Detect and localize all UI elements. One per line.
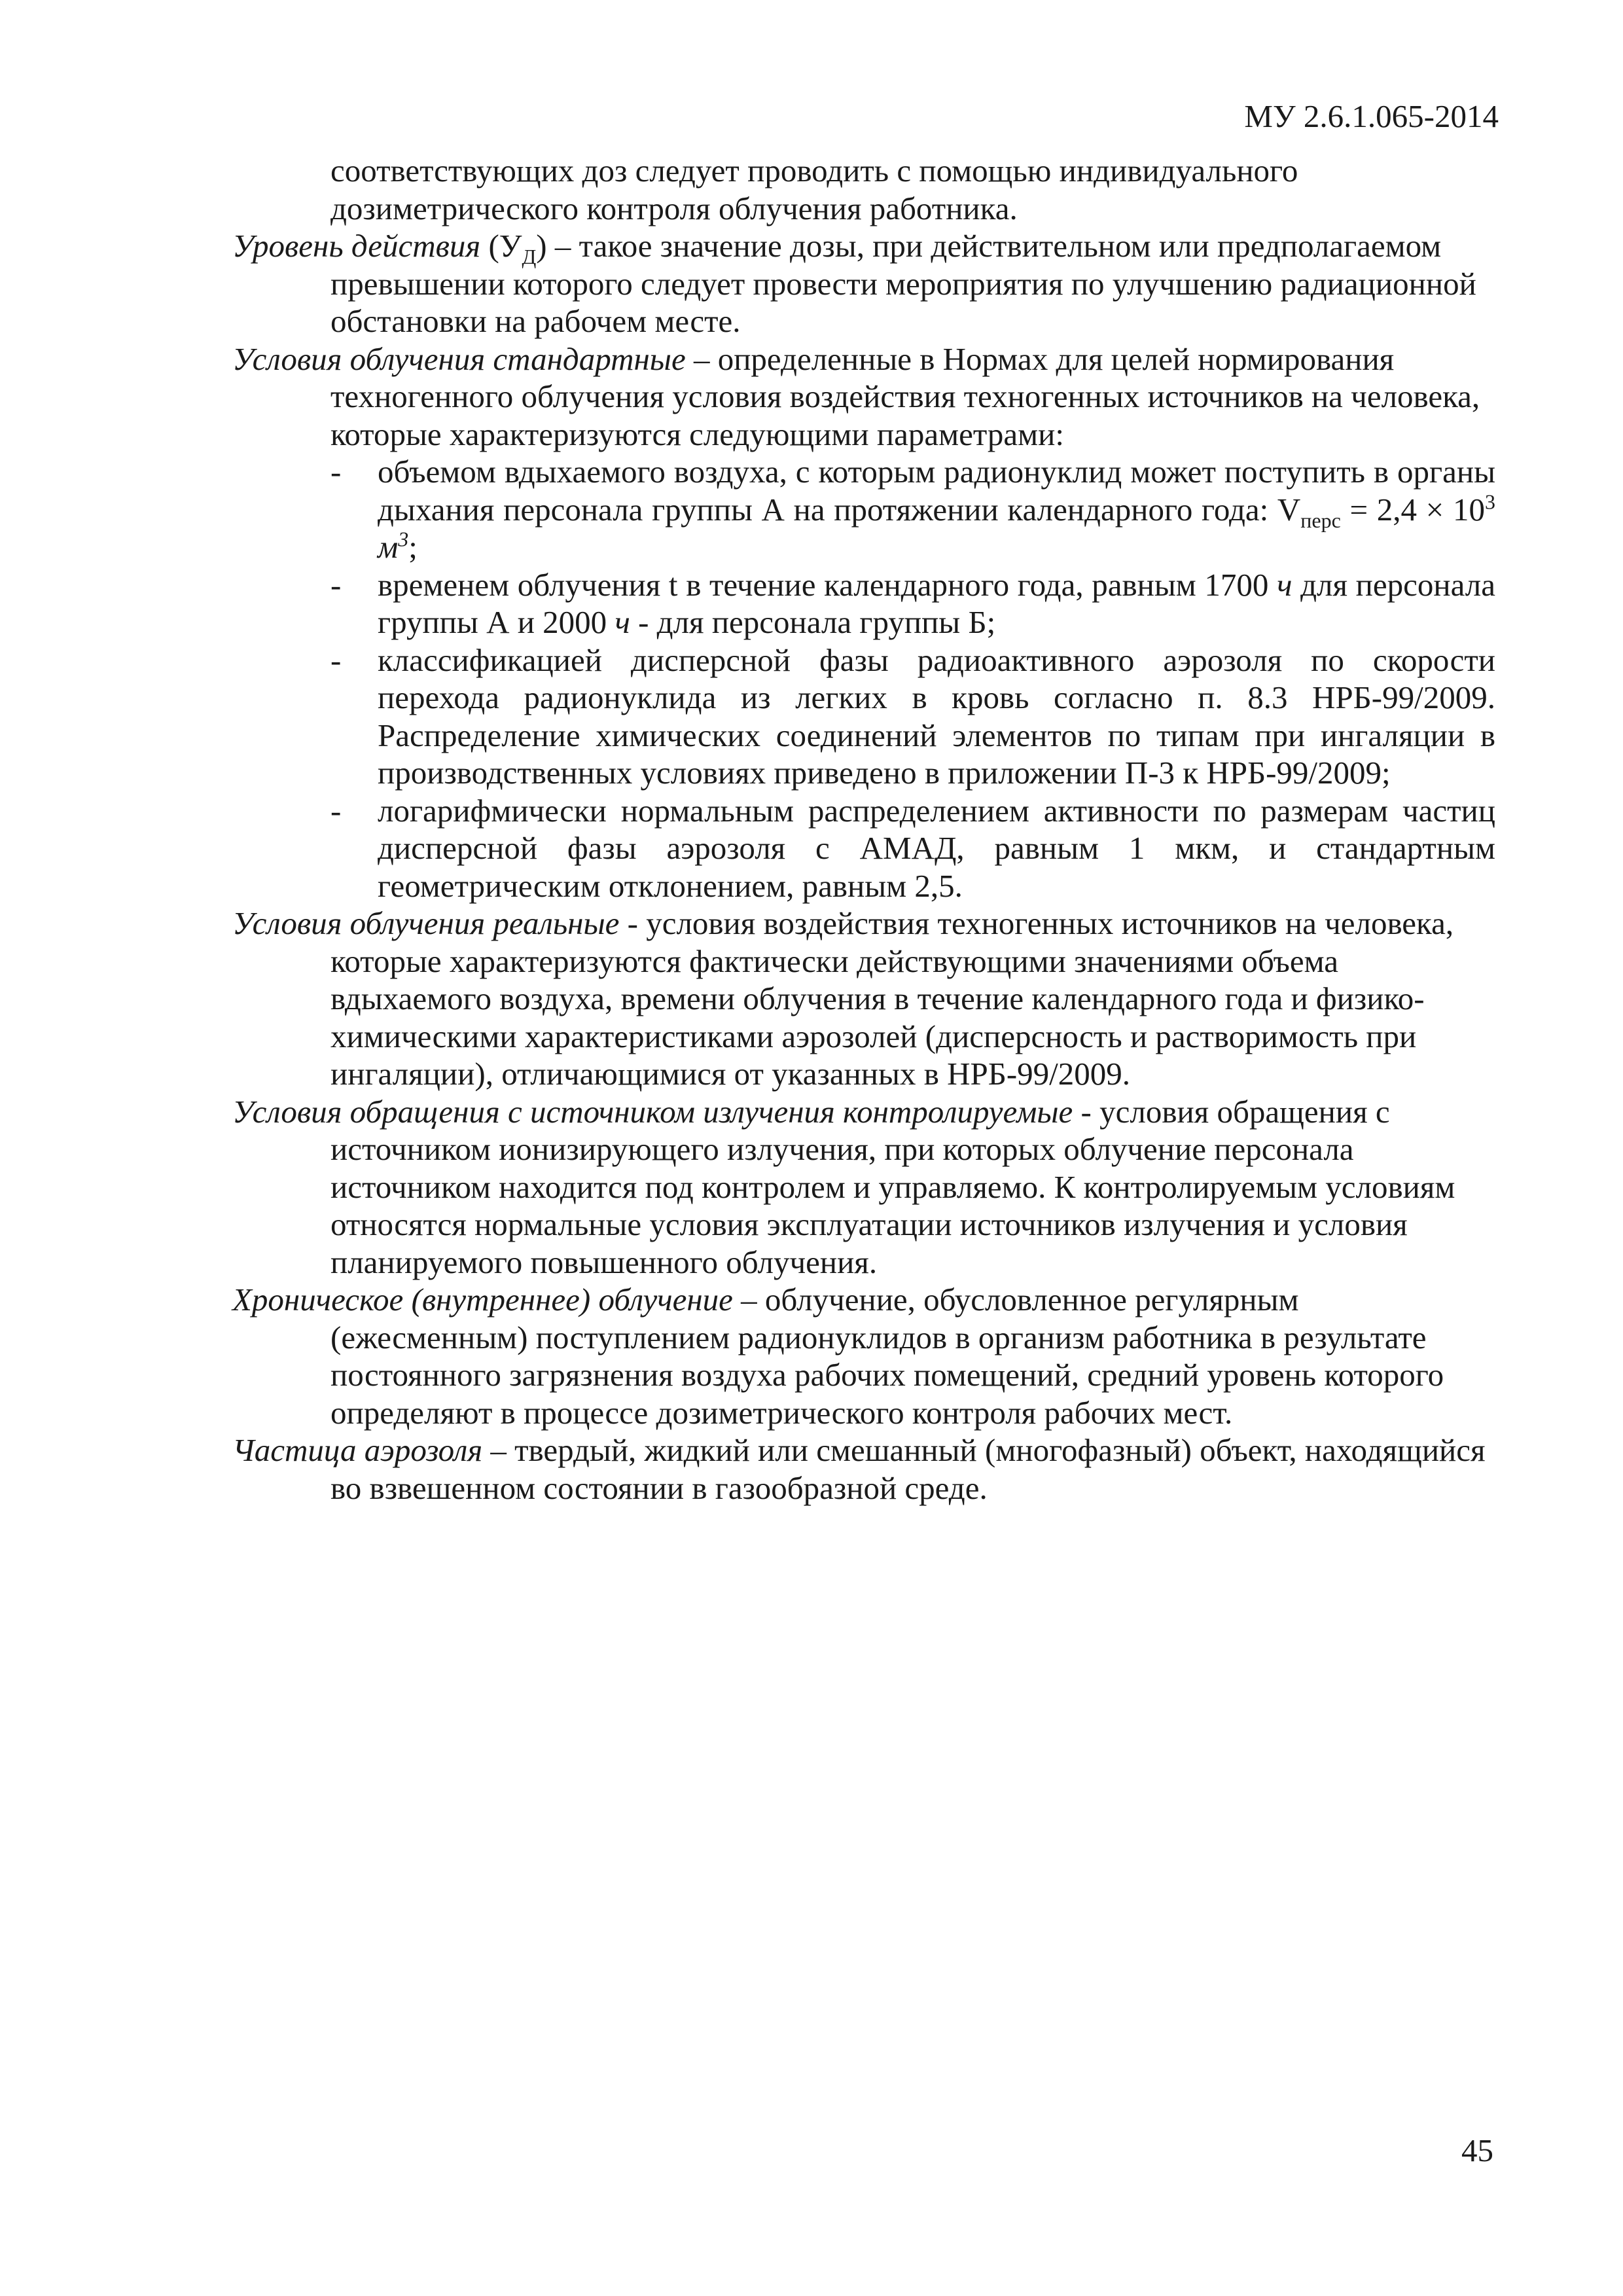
parameters-list: [232, 453, 1495, 905]
definition-term: Хроническое (внутреннее) облучение: [232, 1282, 733, 1318]
definition-term: Условия облучения стандартные: [232, 340, 686, 377]
definition-text: – облучение, обусловленное регулярным (ежесменным) поступлением радионуклидов в организм работника в результате постоянного загрязнения воздуха рабочих помещений, средний уровень которого определяют в процессе дозиметрического контроля рабочих мест.: [330, 1282, 1444, 1431]
definition-controlled-conditions: [232, 1093, 1495, 1282]
definition-action-level: [232, 227, 1495, 340]
list-dash: -: [330, 566, 342, 603]
continued-paragraph: [232, 152, 1495, 227]
definition-text: - условия обращения с источником ионизирующего излучения, при которых облучение персонала источником находится под контролем и управляемо. К контролируемым условиям относятся нормальные условия эксплуатации источников излучения и условия планируемого повышенного облучения.: [330, 1093, 1455, 1280]
list-item-text: - для персонала группы Б;: [630, 604, 996, 640]
symbol-close: ): [536, 228, 547, 264]
list-item-distribution: [232, 792, 1495, 905]
list-item-text: объемом вдыхаемого воздуха, с которым радионуклид может поступить в органы дыхания персонала группы А на протяжении календарного года: V: [378, 454, 1495, 528]
list-item-text: для персонала группы А и 2000: [378, 566, 1495, 640]
volume-value: = 2,4 × 10: [1340, 491, 1485, 528]
list-dash: -: [330, 792, 342, 829]
symbol-subscript: Д: [522, 244, 537, 268]
definition-term: Условия обращения с источником излучения контролируемые: [232, 1093, 1073, 1130]
page-number: 45: [1461, 2132, 1493, 2168]
definition-term: Уровень действия: [232, 228, 481, 264]
definition-term: Частица аэрозоля: [232, 1432, 483, 1468]
volume-subscript: перс: [1300, 508, 1341, 532]
volume-unit-exponent: 3: [398, 527, 409, 551]
definition-text: – такое значение дозы, при действительном или предполагаемом превышении которого следует провести мероприятия по улучшению радиационной обстановки на рабочем месте.: [330, 228, 1476, 339]
hours-unit: ч: [1277, 566, 1293, 603]
list-item-text: логарифмически нормальным распределением активности по размерам частиц дисперсной фазы аэрозоля с АМАД, равным 1 мкм, и стандартным геометрическим отклонением, равным 2,5.: [378, 792, 1495, 904]
definition-chronic-exposure: [232, 1281, 1495, 1431]
list-item-air-volume: [232, 453, 1495, 566]
list-item-dispersed-phase: [232, 641, 1495, 792]
list-item-text: классификацией дисперсной фазы радиоактивного аэрозоля по скорости перехода радионуклида из легких в кровь согласно п. 8.3 НРБ-99/2009. Распределение химических соединений элементов по типам при ингаляции в производственных условиях приведено в приложении П-3 к НРБ-99/2009;: [378, 641, 1495, 791]
continued-line-2: дозиметрического контроля облучения работника.: [330, 190, 1018, 226]
definition-text: - условия воздействия техногенных источников на человека, которые характеризуются фактически действующими значениями объема вдыхаемого воздуха, времени облучения в течение календарного года и физико-химическими характеристиками аэрозолей (дисперсность и растворимость при ингаляции), отличающимися от указанных в НРБ-99/2009.: [330, 905, 1454, 1092]
definition-text: – определенные в Нормах для целей нормирования техногенного облучения условия воздействия техногенных источников на человека, которые характеризуются следующими параметрами:: [330, 340, 1480, 452]
list-item-end: ;: [408, 529, 418, 565]
definition-standard-conditions: [232, 340, 1495, 454]
list-item-exposure-time: [232, 566, 1495, 641]
hours-unit: ч: [615, 604, 630, 640]
continued-line-1: соответствующих доз следует проводить с помощью индивидуального: [330, 152, 1298, 188]
definition-aerosol-particle: [232, 1431, 1495, 1507]
list-dash: -: [330, 454, 342, 490]
symbol-open: (У: [480, 228, 522, 264]
definition-text: – твердый, жидкий или смешанный (многофазный) объект, находящийся во взвешенном состоянии в газообразной среде.: [330, 1432, 1486, 1506]
definition-real-conditions: [232, 905, 1495, 1093]
document-code: МУ 2.6.1.065-2014: [1244, 98, 1499, 134]
document-body: [232, 152, 1495, 1507]
list-dash: -: [330, 641, 342, 678]
definition-term: Условия облучения реальные: [232, 905, 620, 941]
volume-exponent: 3: [1484, 490, 1495, 514]
volume-unit: м: [378, 529, 399, 565]
list-item-text: временем облучения t в течение календарного года, равным 1700: [378, 566, 1277, 603]
